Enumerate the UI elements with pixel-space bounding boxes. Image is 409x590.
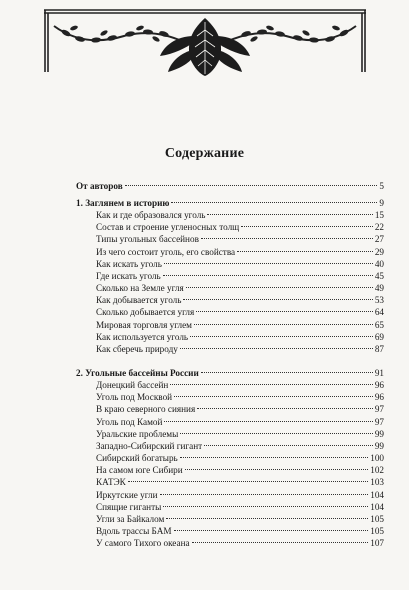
toc-dot-leader xyxy=(197,408,373,409)
toc-entry-label: 2. Угольные бассейны России xyxy=(76,368,199,378)
toc-entry-label: 1. Заглянем в историю xyxy=(76,198,170,208)
toc-page-number: 5 xyxy=(379,181,384,191)
toc-entry-label: Сибирский богатырь xyxy=(96,453,178,464)
toc-section-entry xyxy=(76,180,384,192)
toc-section-entry xyxy=(76,197,384,209)
toc-page-number: 40 xyxy=(374,258,384,269)
toc-page-number: 45 xyxy=(374,270,384,281)
toc-subsection-entry xyxy=(96,379,384,391)
toc-subsection-entry xyxy=(96,501,384,513)
toc-entry-label: Как добывается уголь xyxy=(96,295,182,306)
toc-entry-label: Как используется уголь xyxy=(96,331,189,342)
toc-dot-leader xyxy=(170,384,373,385)
toc-page-number: 29 xyxy=(374,246,384,257)
toc-dot-leader xyxy=(201,372,373,373)
toc-subsection-entry xyxy=(96,258,384,270)
toc-dot-leader xyxy=(194,324,373,325)
toc-page-number: 104 xyxy=(370,489,384,500)
toc-page-number: 69 xyxy=(374,331,384,342)
toc-subsection-entry xyxy=(96,489,384,501)
decorative-header-ornament xyxy=(44,6,366,78)
toc-subsection-entry xyxy=(96,403,384,415)
toc-dot-leader xyxy=(241,226,373,227)
toc-dot-leader xyxy=(164,263,373,264)
toc-dot-leader xyxy=(164,421,372,422)
toc-page-number: 64 xyxy=(374,307,384,318)
toc-page-number: 22 xyxy=(374,222,384,233)
toc-dot-leader xyxy=(204,445,373,446)
toc-dot-leader xyxy=(180,433,373,434)
toc-entry-label: Западно-Сибирский гигант xyxy=(96,440,203,451)
toc-entry-label: Вдоль трассы БАМ xyxy=(96,525,172,536)
toc-page-number: 100 xyxy=(370,453,384,464)
toc-entry-label: Угли за Байкалом xyxy=(96,513,165,524)
toc-subsection-entry xyxy=(96,513,384,525)
toc-entry-label: Уголь под Москвой xyxy=(96,392,173,403)
toc-dot-leader xyxy=(185,469,369,470)
toc-page-number: 105 xyxy=(370,525,384,536)
toc-dot-leader xyxy=(171,202,377,203)
toc-entry-label: От авторов xyxy=(76,181,123,191)
toc-entry-label: Состав и строение угленосных толщ xyxy=(96,222,240,233)
toc-subsection-entry xyxy=(96,464,384,476)
toc-entry-label: Как искать уголь xyxy=(96,258,162,269)
toc-entry-label: В краю северного сияния xyxy=(96,404,196,415)
toc-page-number: 97 xyxy=(374,416,384,427)
toc-entry-label: Из чего состоит уголь, его свойства xyxy=(96,246,236,257)
toc-page-number: 27 xyxy=(374,234,384,245)
toc-subsection-entry xyxy=(96,452,384,464)
toc-page-number: 99 xyxy=(374,440,384,451)
toc-page-number: 103 xyxy=(370,477,384,488)
toc-dot-leader xyxy=(237,251,373,252)
toc-subsection-entry xyxy=(96,282,384,294)
toc-entry-label: Как и где образовался уголь xyxy=(96,210,206,221)
toc-subsection-entry xyxy=(96,440,384,452)
toc-subsection-entry xyxy=(96,246,384,258)
toc-entry-label: Донецкий бассейн xyxy=(96,380,169,391)
toc-dot-leader xyxy=(166,518,368,519)
toc-dot-leader xyxy=(174,530,369,531)
toc-subsection-entry xyxy=(96,319,384,331)
toc-subsection-entry xyxy=(96,270,384,282)
toc-entry-label: У самого Тихого океана xyxy=(96,538,190,549)
toc-subsection-entry xyxy=(96,537,384,549)
toc-page-number: 49 xyxy=(374,283,384,294)
toc-subsection-entry xyxy=(96,343,384,355)
toc-page-number: 105 xyxy=(370,513,384,524)
toc-title: Содержание xyxy=(164,146,245,161)
toc-dot-leader xyxy=(163,506,368,507)
toc-dot-leader xyxy=(186,287,373,288)
toc-dot-leader xyxy=(192,542,369,543)
toc-subsection-entry xyxy=(96,525,384,537)
toc-dot-leader xyxy=(180,457,368,458)
toc-subsection-entry xyxy=(96,306,384,318)
toc-page-number: 96 xyxy=(374,392,384,403)
toc-entry-label: Сколько на Земле угля xyxy=(96,283,184,294)
toc-page-number: 107 xyxy=(370,538,384,549)
toc-page-number: 9 xyxy=(379,198,384,208)
toc-dot-leader xyxy=(174,396,373,397)
toc-subsection-entry xyxy=(96,331,384,343)
toc-entry-label: Где искать уголь xyxy=(96,270,161,281)
toc-dot-leader xyxy=(201,238,373,239)
toc-page-number: 102 xyxy=(370,465,384,476)
toc-page-number: 104 xyxy=(370,501,384,512)
toc-dot-leader xyxy=(160,494,369,495)
toc-page-number: 96 xyxy=(374,380,384,391)
toc-page-number: 87 xyxy=(374,343,384,354)
toc-page-number: 91 xyxy=(374,368,384,378)
toc-dot-leader xyxy=(190,336,373,337)
toc-subsection-entry xyxy=(96,476,384,488)
toc-entry-label: Как сберечь природу xyxy=(96,343,178,354)
toc-dot-leader xyxy=(183,299,372,300)
toc-dot-leader xyxy=(180,348,373,349)
toc-page-number: 97 xyxy=(374,404,384,415)
toc-page-number: 53 xyxy=(374,295,384,306)
toc-entry-label: Сколько добывается угля xyxy=(96,307,195,318)
toc-dot-leader xyxy=(196,311,373,312)
toc-dot-leader xyxy=(163,275,373,276)
toc-page-number: 65 xyxy=(374,319,384,330)
toc-entry-label: Типы угольных бассейнов xyxy=(96,234,199,245)
toc-page-number: 15 xyxy=(374,210,384,221)
toc-entry-label: На самом юге Сибири xyxy=(96,465,183,476)
toc-entry-label: Уральские проблемы xyxy=(96,428,179,439)
toc-subsection-entry xyxy=(96,428,384,440)
toc-entry-label: Мировая торговля углем xyxy=(96,319,193,330)
toc-dot-leader xyxy=(128,481,368,482)
toc-subsection-entry xyxy=(96,233,384,245)
toc-section-entry xyxy=(76,367,384,379)
toc-entry-label: Иркутские угли xyxy=(96,489,158,500)
toc-page-number: 99 xyxy=(374,428,384,439)
toc-subsection-entry xyxy=(96,416,384,428)
toc-entry-label: Уголь под Камой xyxy=(96,416,163,427)
toc-dot-leader xyxy=(207,214,372,215)
toc-entry-label: Спящие гиганты xyxy=(96,501,162,512)
toc-subsection-entry xyxy=(96,209,384,221)
toc-subsection-entry xyxy=(96,391,384,403)
toc-dot-leader xyxy=(125,185,378,186)
toc-subsection-entry xyxy=(96,294,384,306)
toc-subsection-entry xyxy=(96,221,384,233)
toc-entry-label: КАТЭК xyxy=(96,477,126,488)
